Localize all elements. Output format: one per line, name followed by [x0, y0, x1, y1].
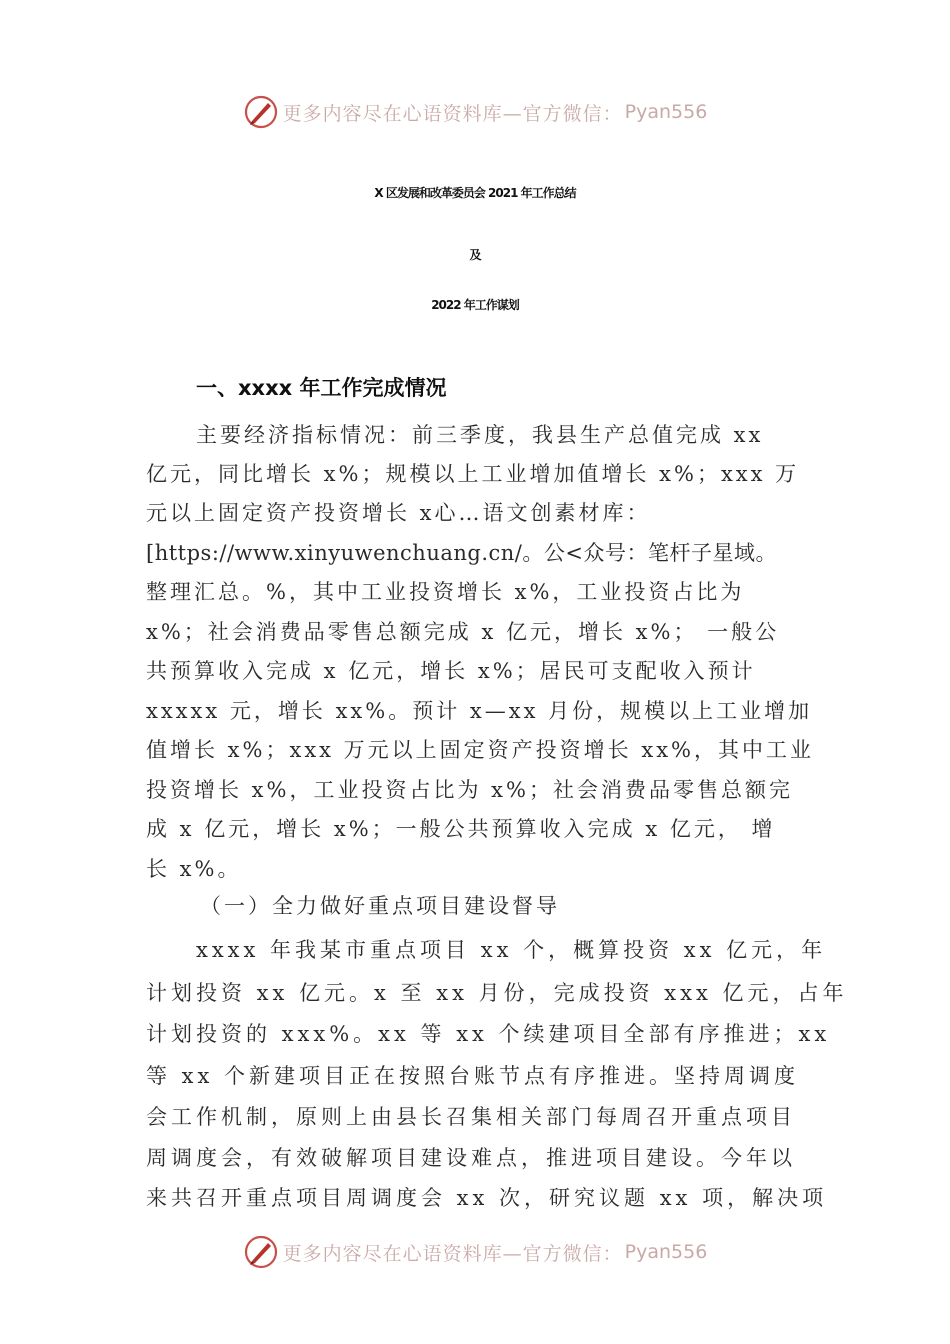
paragraph-line: x%；社会消费品零售总额完成 x 亿元，增长 x%； 一般公 [146, 620, 780, 644]
pen-seal-icon [243, 94, 279, 130]
paragraph-line: 计划投资 xx 亿元。x 至 xx 月份，完成投资 xxx 亿元，占年 [146, 981, 848, 1005]
subsection-heading: （一）全力做好重点项目建设督导 [200, 894, 560, 918]
paragraph-line: 周调度会，有效破解项目建设难点，推进项目建设。今年以 [146, 1146, 796, 1170]
doc-title-line-2: 及 [469, 248, 481, 262]
paragraph-line: xxxx 年我某市重点项目 xx 个，概算投资 xx 亿元，年 [196, 938, 827, 962]
pen-seal-icon [243, 1234, 279, 1270]
paragraph-line: 值增长 x%；xxx 万元以上固定资产投资增长 xx%，其中工业 [146, 738, 814, 762]
banner-wechat-id: Pyan556 [624, 101, 708, 123]
paragraph-line: 成 x 亿元，增长 x%；一般公共预算收入完成 x 亿元， 增 [146, 817, 776, 841]
paragraph-line: 元以上固定资产投资增长 x心…语文创素材库： [146, 501, 651, 525]
paragraph-line: [https://www.xinyuwenchuang.cn/。公<众号：笔杆子星域。 [146, 541, 777, 565]
paragraph-line: 主要经济指标情况：前三季度，我县生产总值完成 xx [196, 423, 764, 447]
paragraph-line: 投资增长 x%，工业投资占比为 x%；社会消费品零售总额完 [146, 778, 793, 802]
doc-title-line-1: X 区发展和改革委员会 2021 年工作总结 [374, 186, 576, 200]
paragraph-line: 长 x%。 [146, 857, 242, 881]
banner-text: 更多内容尽在心语资料库—官方微信： [282, 1242, 623, 1265]
paragraph-line: 会工作机制，原则上由县长召集相关部门每周召开重点项目 [146, 1105, 796, 1129]
doc-title-line-3: 2022 年工作谋划 [431, 298, 519, 312]
watermark-banner-bottom [0, 1232, 950, 1272]
paragraph-line: 计划投资的 xxx%。xx 等 xx 个续建项目全部有序推进；xx [146, 1022, 831, 1046]
paragraph-line: 亿元，同比增长 x%；规模以上工业增加值增长 x%；xxx 万 [146, 462, 800, 486]
paragraph-line: xxxxx 元，增长 xx%。预计 x—xx 月份，规模以上工业增加 [146, 699, 813, 723]
banner-text: 更多内容尽在心语资料库—官方微信： [282, 102, 623, 125]
paragraph-line: 共预算收入完成 x 亿元，增长 x%；居民可支配收入预计 [146, 659, 756, 683]
banner-wechat-id: Pyan556 [624, 1241, 708, 1263]
paragraph-line: 整理汇总。%，其中工业投资增长 x%，工业投资占比为 [146, 580, 745, 604]
paragraph-line: 等 xx 个新建项目正在按照台账节点有序推进。坚持周调度 [146, 1064, 800, 1088]
paragraph-line: 来共召开重点项目周调度会 xx 次，研究议题 xx 项，解决项 [146, 1186, 828, 1210]
watermark-banner-top [0, 92, 950, 132]
section-heading: 一、xxxx 年工作完成情况 [196, 376, 447, 400]
